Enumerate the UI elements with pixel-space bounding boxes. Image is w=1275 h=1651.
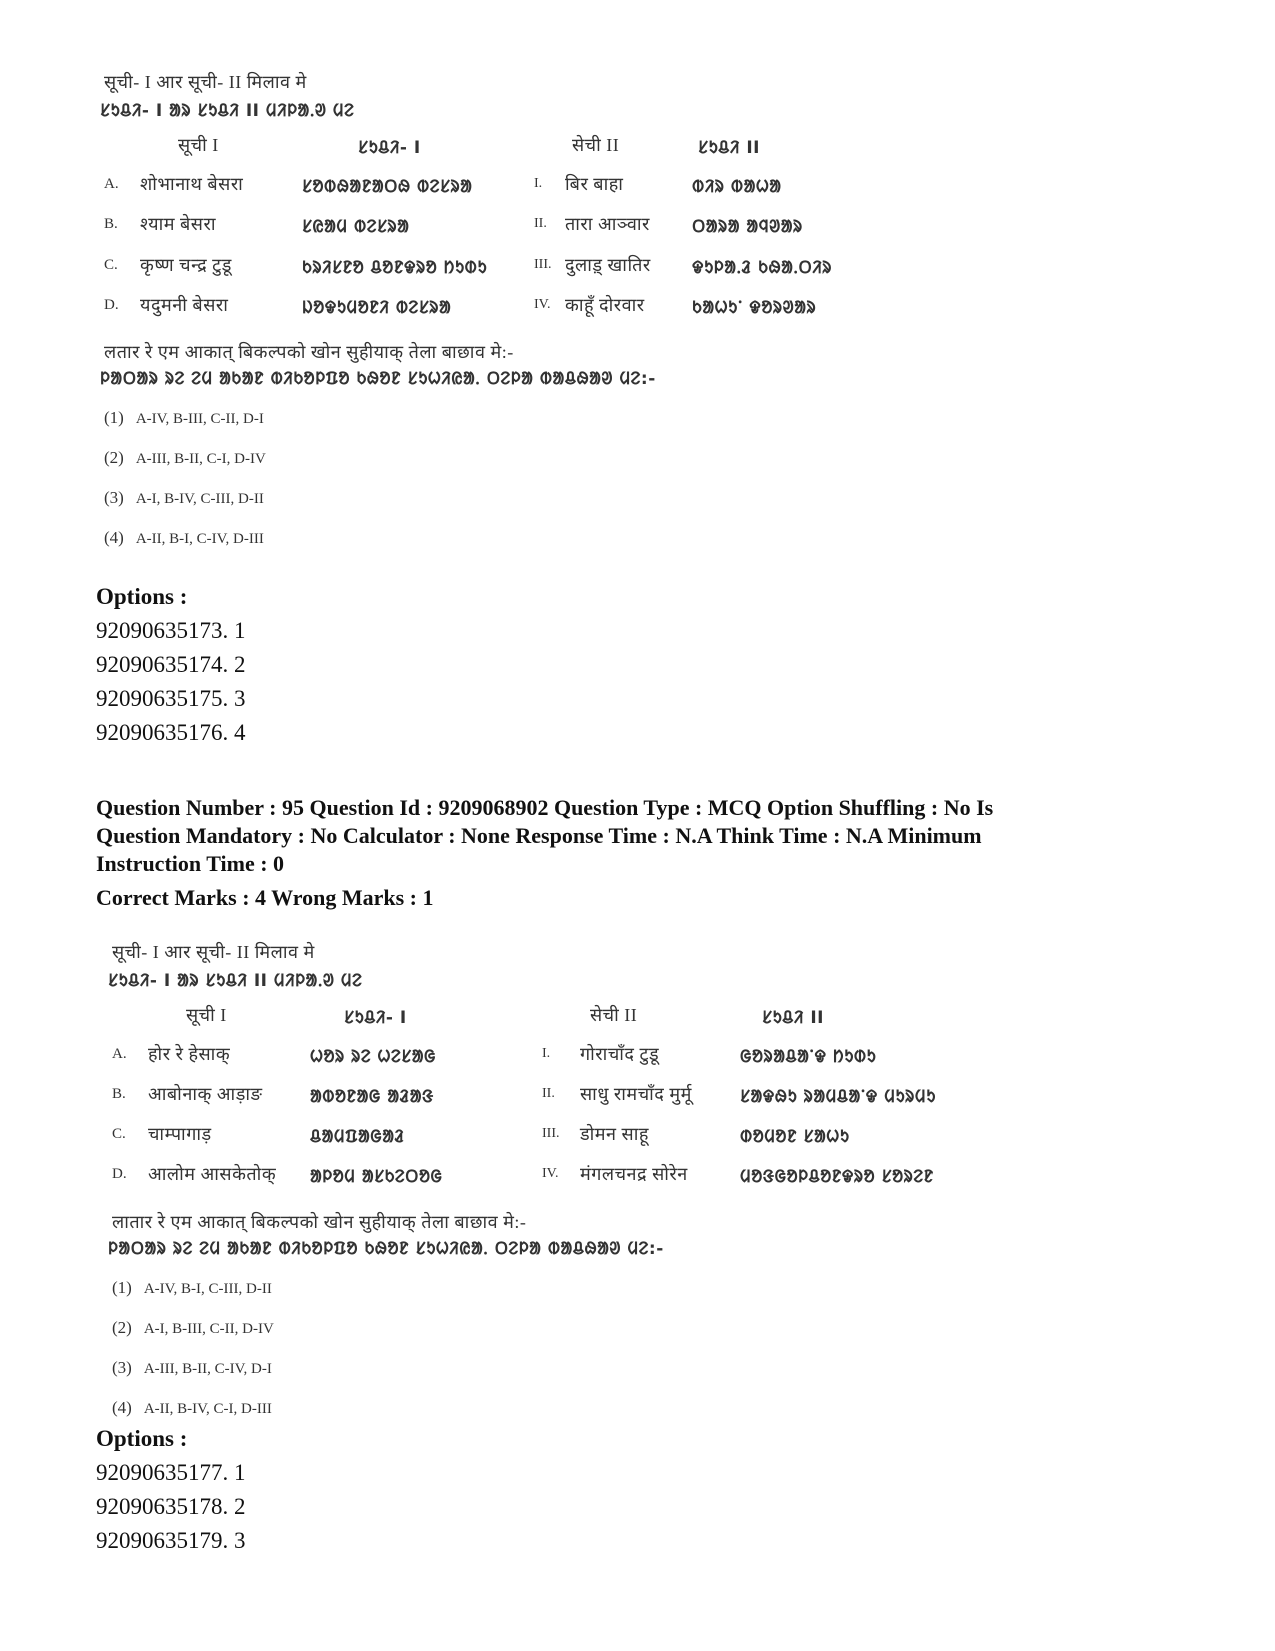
q95-option-id: 92090635177. 1	[96, 1460, 246, 1485]
row-list2-olchiki: ᱰᱚᱢᱚᱱ ᱥᱟᱦᱩ	[740, 1127, 850, 1147]
q94-choice	[104, 408, 264, 428]
q95-header-list2-olchiki: ᱥᱩᱪᱤ II	[762, 1008, 824, 1028]
choice-text: A-I, B-IV, C-III, D-II	[135, 491, 264, 507]
row-numeral: I.	[542, 1046, 551, 1061]
q94-instruction-olchiki: ᱥᱩᱪᱤ- I ᱟᱨ ᱥᱩᱪᱤ II ᱢᱤᱞᱟᱹᱣ ᱢᱮ	[100, 101, 355, 121]
choice-number: (4)	[112, 1398, 132, 1417]
choice-text: A-II, B-IV, C-I, D-III	[143, 1401, 272, 1417]
q95-option-id: 92090635179. 3	[96, 1528, 246, 1553]
row-list2-hindi: मंगलचनद्र सोरेन	[580, 1164, 688, 1184]
row-list1-olchiki: ᱟᱞᱚᱢ ᱟᱥᱠᱮᱛᱚᱜ	[310, 1167, 443, 1187]
row-list1-hindi: होर रे हेसाक्	[148, 1044, 231, 1064]
q94-option-id: 92090635173. 1	[96, 618, 246, 643]
row-list2-hindi: डोमन साहू	[580, 1124, 649, 1144]
choice-number: (2)	[104, 448, 124, 467]
row-list1-olchiki: ᱦᱚᱨ ᱨᱮ ᱦᱮᱥᱟᱜ	[310, 1047, 436, 1067]
row-letter: B.	[112, 1086, 126, 1102]
q95-header-list1-olchiki: ᱥᱩᱪᱤ- I	[344, 1008, 407, 1028]
row-numeral: II.	[534, 216, 547, 231]
q94-choice	[104, 528, 264, 548]
q94-option-id: 92090635176. 4	[96, 720, 246, 745]
row-list1-olchiki: ᱥᱚᱵᱷᱟᱱᱟᱛᱷ ᱵᱮᱥᱨᱟ	[302, 177, 473, 197]
q95-match-row	[0, 1042, 1275, 1068]
q94-header-list2-olchiki: ᱥᱩᱪᱤ II	[698, 138, 760, 158]
q94-question-image	[0, 0, 1275, 560]
q94-header-list2-hindi: सेची II	[572, 135, 620, 155]
row-numeral: IV.	[534, 297, 551, 312]
row-list1-hindi: आबोनाक् आड़ाङ	[148, 1084, 263, 1104]
q94-header-list1-hindi: सूची I	[178, 135, 219, 155]
row-list1-olchiki: ᱡᱚᱫᱩᱢᱚᱱᱤ ᱵᱮᱥᱨᱟ	[302, 298, 452, 318]
row-list2-hindi: गोराचाँद टुडू	[580, 1044, 660, 1064]
row-letter: A.	[112, 1046, 127, 1062]
row-letter: B.	[104, 216, 118, 232]
q94-prompt-olchiki: ᱞᱟᱛᱟᱨ ᱨᱮ ᱮᱢ ᱟᱠᱟᱱ ᱵᱤᱠᱚᱞᱯᱚ ᱠᱷᱚᱱ ᱥᱩᱦᱤᱭᱟᱹ ᱛᱮᱞᱟ ᱵᱟᱪᱷᱟᱣ ᱢᱮ:-	[100, 369, 656, 389]
q95-match-row	[0, 1162, 1275, 1188]
row-list2-olchiki: ᱜᱚᱨᱟᱪᱟᱸᱫ ᱴᱩᱰᱩ	[740, 1047, 877, 1067]
row-letter: D.	[112, 1166, 127, 1182]
choice-number: (1)	[112, 1278, 132, 1297]
choice-number: (3)	[112, 1358, 132, 1377]
row-list2-hindi: साधु रामचाँद मुर्मू	[580, 1084, 692, 1104]
q95-meta-line-2: Question Mandatory : No Calculator : None Response Time : N.A Think Time : N.A Minimum	[96, 823, 982, 848]
row-list2-olchiki: ᱫᱩᱞᱟᱹᱲ ᱠᱷᱟᱹᱛᱤᱨ	[692, 258, 833, 278]
choice-number: (3)	[104, 488, 124, 507]
row-list1-olchiki: ᱟᱵᱚᱱᱟᱜ ᱟᱲᱟᱝ	[310, 1087, 434, 1107]
q94-choice	[104, 448, 266, 468]
row-list2-olchiki: ᱢᱚᱝᱜᱚᱞᱪᱚᱱᱫᱨᱚ ᱥᱚᱨᱮᱱ	[740, 1167, 934, 1187]
row-list1-hindi: शोभानाथ बेसरा	[140, 174, 244, 194]
q95-match-row	[0, 1122, 1275, 1148]
q95-option-id: 92090635178. 2	[96, 1494, 246, 1519]
choice-text: A-IV, B-I, C-III, D-II	[143, 1281, 272, 1297]
q95-choice	[112, 1318, 274, 1338]
row-numeral: III.	[534, 257, 552, 272]
q95-meta-line-3: Instruction Time : 0	[96, 851, 285, 876]
row-list2-hindi: बिर बाहा	[565, 174, 624, 194]
row-list2-olchiki: ᱠᱟᱦᱩᱸ ᱫᱚᱨᱣᱟᱨ	[692, 298, 817, 318]
row-numeral: I.	[534, 176, 543, 191]
choice-text: A-II, B-I, C-IV, D-III	[135, 531, 264, 547]
row-numeral: III.	[542, 1126, 560, 1141]
choice-text: A-III, B-II, C-IV, D-I	[143, 1361, 272, 1377]
row-letter: C.	[112, 1126, 126, 1142]
row-list2-olchiki: ᱥᱟᱫᱷᱩ ᱨᱟᱢᱪᱟᱸᱫ ᱢᱩᱨᱢᱩ	[740, 1087, 936, 1107]
choice-number: (4)	[104, 528, 124, 547]
q95-header-list1-hindi: सूची I	[186, 1005, 227, 1025]
choice-number: (2)	[112, 1318, 132, 1337]
q95-match-row	[0, 1082, 1275, 1108]
q95-instruction-hindi: सूची- I आर सूची- II मिलाव मे	[112, 942, 315, 962]
row-list1-olchiki: ᱪᱟᱢᱯᱟᱜᱟᱲ	[310, 1127, 405, 1147]
q95-choice	[112, 1278, 272, 1298]
row-list1-olchiki: ᱥᱭᱟᱢ ᱵᱮᱥᱨᱟ	[302, 217, 410, 237]
row-list1-hindi: श्याम बेसरा	[140, 214, 216, 234]
row-list2-hindi: तारा आञ्वार	[565, 214, 650, 234]
q94-choice	[104, 488, 264, 508]
q94-options-title: Options :	[96, 584, 188, 609]
q95-choice	[112, 1398, 272, 1418]
q94-match-row	[0, 293, 1275, 319]
q95-choice	[112, 1358, 272, 1378]
q95-prompt-olchiki: ᱞᱟᱛᱟᱨ ᱨᱮ ᱮᱢ ᱟᱠᱟᱱ ᱵᱤᱠᱚᱞᱯᱚ ᱠᱷᱚᱱ ᱥᱩᱦᱤᱭᱟᱹ ᱛᱮᱞᱟ ᱵᱟᱪᱷᱟᱣ ᱢᱮ:-	[108, 1239, 664, 1259]
row-numeral: IV.	[542, 1166, 559, 1181]
q94-match-row	[0, 253, 1275, 279]
q94-prompt-hindi: लतार रे एम आकात् बिकल्पको खोन सुहीयाक् तेला बाछाव मे:-	[104, 342, 514, 362]
q95-meta-line-1: Question Number : 95 Question Id : 9209068902 Question Type : MCQ Option Shuffling : No Is	[96, 795, 994, 820]
row-list1-hindi: चाम्पागाड़	[148, 1124, 212, 1144]
q94-match-row	[0, 212, 1275, 238]
q94-match-row	[0, 172, 1275, 198]
row-list2-hindi: काहूँ दोरवार	[565, 295, 645, 315]
q94-header-list1-olchiki: ᱥᱩᱪᱤ- I	[358, 138, 421, 158]
row-list2-olchiki: ᱛᱟᱨᱟ ᱟᱧᱣᱟᱨ	[692, 217, 803, 237]
choice-number: (1)	[104, 408, 124, 427]
choice-text: A-IV, B-III, C-II, D-I	[135, 411, 264, 427]
row-numeral: II.	[542, 1086, 555, 1101]
row-letter: A.	[104, 176, 119, 192]
q95-options-title: Options :	[96, 1426, 188, 1451]
row-list1-hindi: आलोम आसकेतोक्	[148, 1164, 277, 1184]
row-list1-hindi: यदुमनी बेसरा	[140, 295, 229, 315]
row-letter: C.	[104, 257, 118, 273]
row-list1-olchiki: ᱠᱨᱤᱥᱱᱚ ᱪᱚᱱᱫᱨᱚ ᱴᱩᱰᱩ	[302, 258, 488, 278]
q95-header-list2-hindi: सेची II	[590, 1005, 638, 1025]
q95-marks: Correct Marks : 4 Wrong Marks : 1	[96, 885, 434, 910]
q95-prompt-hindi: लातार रे एम आकात् बिकल्पको खोन सुहीयाक् तेला बाछाव मे:-	[112, 1212, 527, 1232]
row-list2-hindi: दुलाड़् खातिर	[565, 255, 651, 275]
q95-question-image	[0, 930, 1275, 1417]
choice-text: A-I, B-III, C-II, D-IV	[143, 1321, 274, 1337]
q94-option-id: 92090635175. 3	[96, 686, 246, 711]
q94-instruction-hindi: सूची- I आर सूची- II मिलाव मे	[104, 72, 307, 92]
row-letter: D.	[104, 297, 119, 313]
row-list2-olchiki: ᱵᱤᱨ ᱵᱟᱦᱟ	[692, 177, 782, 197]
q94-option-id: 92090635174. 2	[96, 652, 246, 677]
q95-instruction-olchiki: ᱥᱩᱪᱤ- I ᱟᱨ ᱥᱩᱪᱤ II ᱢᱤᱞᱟᱹᱣ ᱢᱮ	[108, 971, 363, 991]
choice-text: A-III, B-II, C-I, D-IV	[135, 451, 266, 467]
row-list1-hindi: कृष्ण चन्द्र टुडू	[140, 255, 232, 275]
